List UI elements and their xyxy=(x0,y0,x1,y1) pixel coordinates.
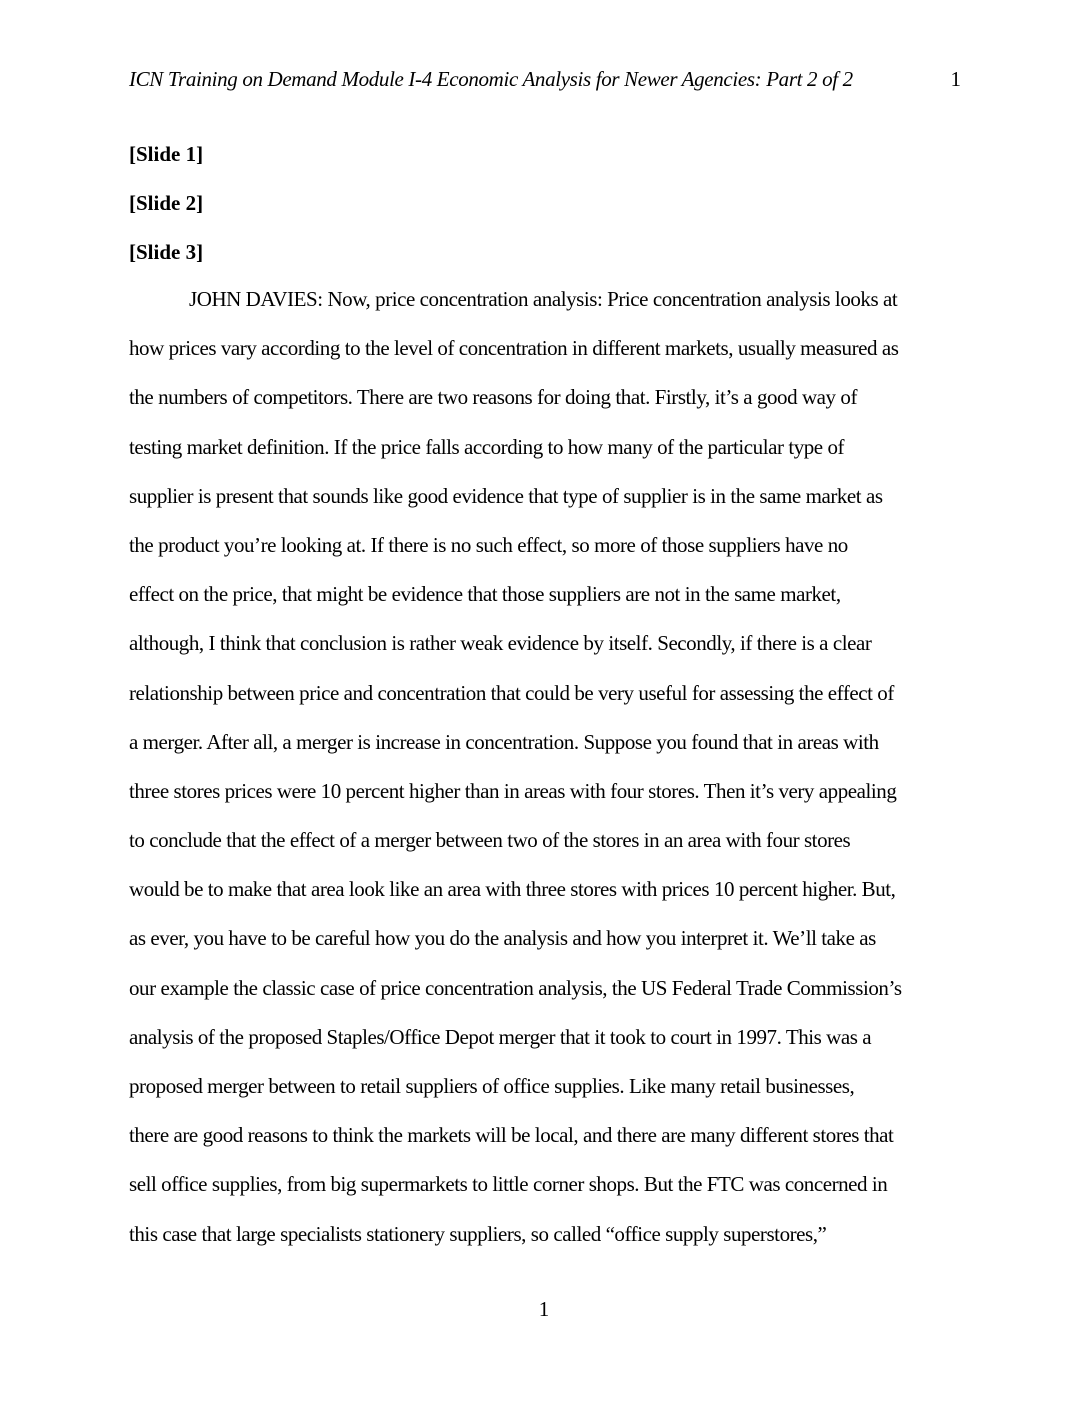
transcript-line: there are good reasons to think the markets will be local, and there are many different stores that xyxy=(129,1123,894,1148)
footer-page-number: 1 xyxy=(538,1297,550,1321)
transcript-line: to conclude that the effect of a merger between two of the stores in an area with four stores xyxy=(129,828,851,853)
transcript-line: relationship between price and concentration that could be very useful for assessing the effect of xyxy=(129,680,894,705)
header-title: ICN Training on Demand Module I-4 Economic Analysis for Newer Agencies: Part 2 of 2 xyxy=(129,67,853,91)
transcript-line: our example the classic case of price concentration analysis, the US Federal Trade Commission’s xyxy=(129,975,902,1000)
transcript-line: supplier is present that sounds like good evidence that type of supplier is in the same market as xyxy=(129,483,883,508)
slide-marker-1: [Slide 1] xyxy=(129,142,204,166)
transcript-line: JOHN DAVIES: Now, price concentration analysis: Price concentration analysis looks at xyxy=(189,287,898,311)
slide-marker-2: [Slide 2] xyxy=(129,191,204,215)
transcript-line: how prices vary according to the level of concentration in different markets, usually measured as xyxy=(129,336,899,361)
transcript-line: proposed merger between to retail suppliers of office supplies. Like many retail businesses, xyxy=(129,1074,855,1098)
transcript-line: the product you’re looking at. If there is no such effect, so more of those suppliers have no xyxy=(129,532,848,557)
transcript-line: although, I think that conclusion is rather weak evidence by itself. Secondly, if there is a clear xyxy=(129,631,872,656)
transcript-line: this case that large specialists stationery suppliers, so called “office supply superstores,” xyxy=(129,1221,827,1246)
transcript-line: three stores prices were 10 percent higher than in areas with four stores. Then it’s very appealing xyxy=(129,778,897,803)
transcript-line: the numbers of competitors. There are two reasons for doing that. Firstly, it’s a good way of xyxy=(129,385,857,410)
transcript-line: sell office supplies, from big supermarkets to little corner shops. But the FTC was concerned in xyxy=(129,1172,888,1197)
transcript-line: would be to make that area look like an area with three stores with prices 10 percent higher. But, xyxy=(129,877,896,902)
running-header xyxy=(129,64,961,94)
transcript-line: analysis of the proposed Staples/Office Depot merger that it took to court in 1997. This was a xyxy=(129,1024,872,1049)
transcript-line: testing market definition. If the price falls according to how many of the particular type of xyxy=(129,434,845,459)
transcript-line: as ever, you have to be careful how you do the analysis and how you interpret it. We’ll take as xyxy=(129,926,876,951)
transcript-line: effect on the price, that might be evidence that those suppliers are not in the same market, xyxy=(129,582,841,607)
transcript-line: a merger. After all, a merger is increase in concentration. Suppose you found that in areas with xyxy=(129,729,879,754)
slide-marker-3: [Slide 3] xyxy=(129,240,204,264)
transcript-paragraph xyxy=(129,284,959,1268)
header-page-number: 1 xyxy=(950,67,961,91)
